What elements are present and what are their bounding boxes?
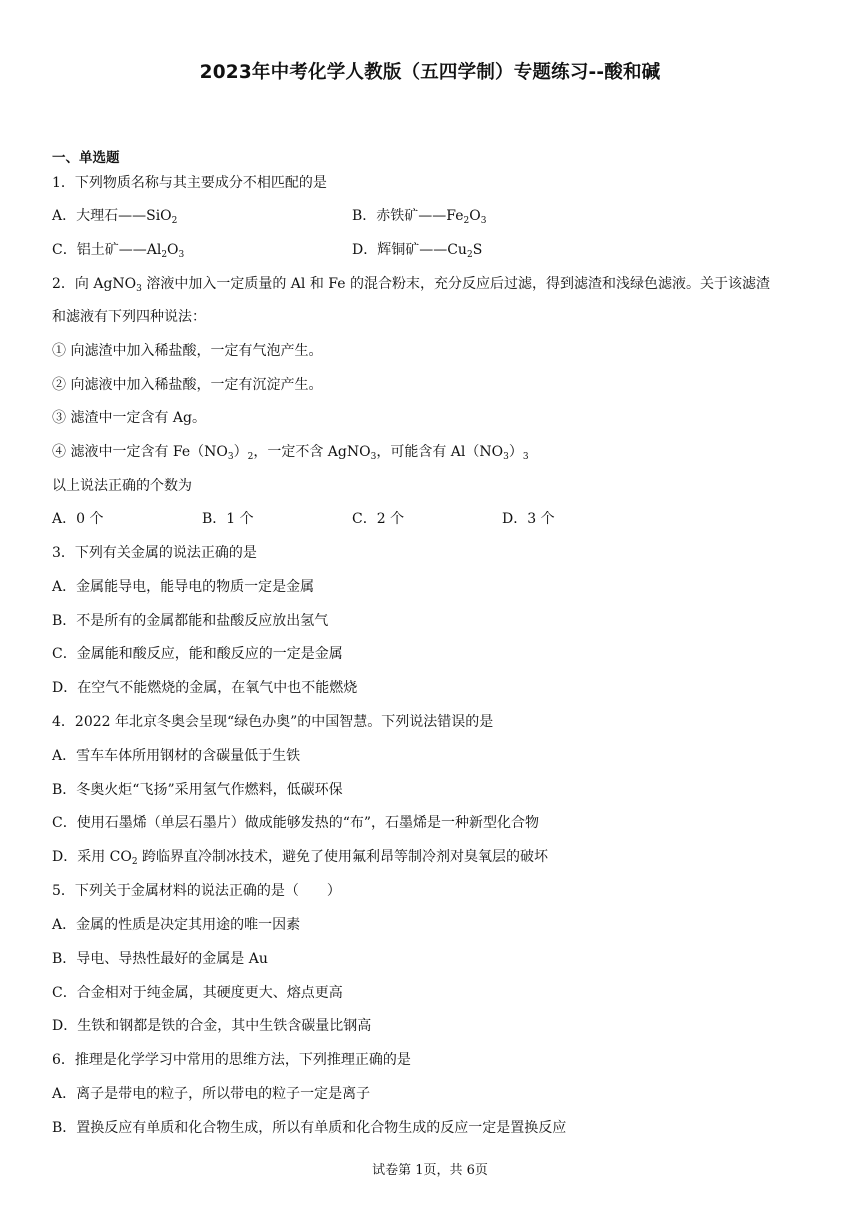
- question-5-option-c: C．合金相对于纯金属，其硬度更大、熔点更高: [52, 985, 343, 1001]
- question-2-stem-line-1: 2．向 AgNO$_3$ 溶液中加入一定质量的 Al 和 Fe 的混合粉末，充分反应后过滤，得到滤渣和浅绿色滤液。关于该滤渣: [52, 276, 770, 294]
- question-6-option-b: B．置换反应有单质和化合物生成，所以有单质和化合物生成的反应一定是置换反应: [52, 1120, 567, 1136]
- question-4-stem: 4．2022 年北京冬奥会呈现“绿色办奥”的中国智慧。下列说法错误的是: [52, 714, 494, 730]
- question-2-statement-3: ③ 滤渣中一定含有 Ag。: [52, 410, 206, 426]
- question-3-option-a: A．金属能导电，能导电的物质一定是金属: [52, 579, 315, 595]
- question-4-option-c: C．使用石墨烯（单层石墨片）做成能够发热的“布”，石墨烯是一种新型化合物: [52, 815, 540, 831]
- question-2-option-b: B．1 个: [202, 511, 254, 527]
- question-2-option-c: C．2 个: [352, 511, 405, 527]
- question-5-stem: 5．下列关于金属材料的说法正确的是（ ）: [52, 883, 341, 899]
- question-4-option-d: D．采用 $CO_2$ 跨临界直冷制冰技术，避免了使用氟利昂等制冷剂对臭氧层的破坏: [52, 849, 549, 867]
- question-2-statement-2: ② 向滤液中加入稀盐酸，一定有沉淀产生。: [52, 377, 323, 393]
- question-2-option-d: D．3 个: [502, 511, 555, 527]
- question-1-option-b: B．赤铁矿$——Fe_2O_3$: [352, 208, 487, 226]
- question-1-option-d: D．辉铜矿$——Cu_2S$: [352, 242, 483, 260]
- question-4-option-b: B．冬奥火炬“飞扬”采用氢气作燃料，低碳环保: [52, 782, 343, 798]
- page-title: 2023年中考化学人教版（五四学制）专题练习--酸和碱: [199, 62, 661, 83]
- question-6-option-a: A．离子是带电的粒子，所以带电的粒子一定是离子: [52, 1086, 371, 1102]
- question-3-option-d: D．在空气不能燃烧的金属，在氧气中也不能燃烧: [52, 680, 358, 696]
- question-3-option-b: B．不是所有的金属都能和盐酸反应放出氢气: [52, 613, 329, 629]
- question-5-option-d: D．生铁和钢都是铁的合金，其中生铁含碳量比钢高: [52, 1018, 372, 1034]
- question-3-stem: 3．下列有关金属的说法正确的是: [52, 545, 257, 561]
- question-4-option-a: A．雪车车体所用钢材的含碳量低于生铁: [52, 748, 301, 764]
- question-3-option-c: C．金属能和酸反应，能和酸反应的一定是金属: [52, 646, 343, 662]
- question-1-option-c: C．铝土矿$——Al_2O_3$: [52, 242, 185, 260]
- question-2-ask: 以上说法正确的个数为: [52, 478, 192, 494]
- page-footer: 试卷第 1页，共 6页: [372, 1163, 488, 1178]
- question-6-stem: 6．推理是化学学习中常用的思维方法，下列推理正确的是: [52, 1052, 411, 1068]
- question-2-stem-line-2: 和滤液有下列四种说法：: [52, 309, 206, 325]
- question-2-statement-1: ① 向滤渣中加入稀盐酸，一定有气泡产生。: [52, 343, 323, 359]
- question-1-stem: 1．下列物质名称与其主要成分不相匹配的是: [52, 175, 327, 191]
- question-2-statement-4: ④ 滤液中一定含有 $Fe(NO_3)_2$，一定不含 AgNO$_3$，可能含有 $Al(NO_3)_3$: [52, 444, 529, 462]
- question-2-option-a: A．0 个: [52, 511, 104, 527]
- question-5-option-a: A．金属的性质是决定其用途的唯一因素: [52, 917, 301, 933]
- section-heading: 一、单选题: [52, 150, 120, 166]
- question-1-option-a: A．大理石——SiO$_2$: [52, 208, 178, 226]
- question-5-option-b: B．导电、导热性最好的金属是 Au: [52, 951, 268, 967]
